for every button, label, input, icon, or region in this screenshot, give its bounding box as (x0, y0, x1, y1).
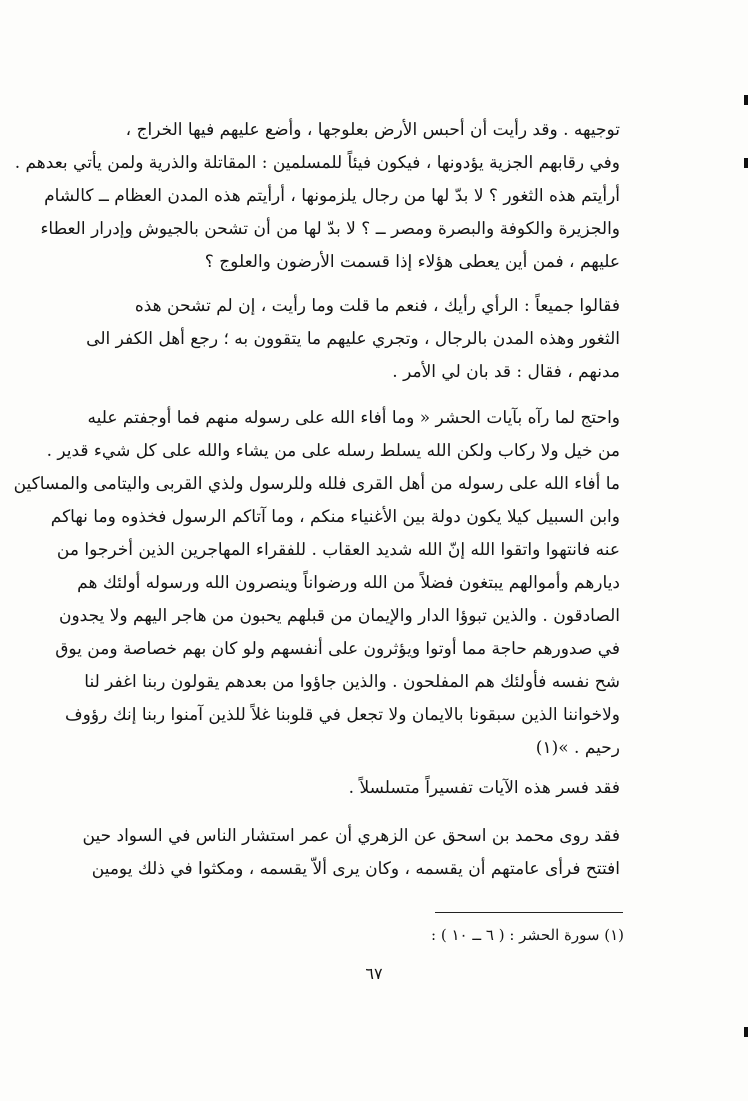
text-line: رحيم . »(١) (535, 738, 620, 758)
text-line: فقد روى محمد بن اسحق عن الزهري أن عمر استشار الناس في السواد حين (82, 826, 620, 846)
text-line: فقالوا جميعاً : الرأي رأيك ، فنعم ما قلت وما رأيت ، إن لم تشحن هذه (134, 296, 620, 316)
text-line: ديارهم وأموالهم يبتغون فضلاً من الله ورضواناً وينصرون الله ورسوله أولئك هم (77, 573, 620, 593)
text-line: مدنهم ، فقال : قد بان لي الأمر . (392, 362, 620, 382)
text-line: الصادقون . والذين تبوؤا الدار والإيمان من قبلهم يحبون من هاجر اليهم ولا يجدون (58, 606, 620, 626)
text-line: أرأيتم هذه الثغور ؟ لا بدّ لها من رجال يلزمونها ، أرأيتم هذه المدن العظام ــ كالشام (44, 186, 620, 206)
text-line: واحتج لما رآه بآيات الحشر « وما أفاء الله على رسوله منهم فما أوجفتم عليه (87, 408, 620, 428)
paragraph (82, 820, 620, 886)
text-line: ولاخواننا الذين سبقونا بالايمان ولا تجعل في قلوبنا غلاً للذين آمنوا ربنا إنك رؤوف (65, 705, 620, 725)
text-line: عليهم ، فمن أين يعطى هؤلاء إذا قسمت الأرضون والعلوج ؟ (204, 252, 620, 272)
text-line: الثغور وهذه المدن بالرجال ، وتجري عليهم ما يتقوون به ؛ رجع أهل الكفر الى (86, 329, 620, 349)
page-number: ٦٧ (365, 964, 383, 983)
text-line: شح نفسه فأولئك هم المفلحون . والذين جاؤوا من بعدهم يقولون ربنا اغفر لنا (84, 672, 620, 692)
text-line: عنه فانتهوا واتقوا الله إنّ الله شديد العقاب . للفقراء المهاجرين الذين أخرجوا من (56, 540, 620, 560)
text-line: افتتح فرأى عامتهم أن يقسمه ، وكان يرى ألاّ يقسمه ، ومكثوا في ذلك يومين (91, 859, 620, 879)
text-line: وفي رقابهم الجزية يؤدونها ، فيكون فيئاً للمسلمين : المقاتلة والذرية ولمن يأتي بعدهم . (14, 153, 620, 173)
binding-mark (744, 95, 748, 105)
binding-mark (744, 1027, 748, 1037)
text-line: من خيل ولا ركاب ولكن الله يسلط رسله على من يشاء والله على كل شيء قدير . (46, 441, 620, 461)
paragraph (14, 114, 620, 279)
paragraph (86, 290, 620, 389)
text-line: وابن السبيل كيلا يكون دولة بين الأغنياء منكم ، وما آتاكم الرسول فخذوه وما نهاكم (50, 507, 620, 527)
binding-mark (744, 158, 748, 168)
text-line: ما أفاء الله على رسوله من أهل القرى فلله وللرسول ولذي القربى واليتامى والمساكين (13, 474, 620, 494)
text-line: فقد فسر هذه الآيات تفسيراً متسلسلاً . (348, 778, 620, 798)
footnote: (١) سورة الحشر : ( ٦ ــ ١٠ ) : (431, 926, 624, 944)
quran-quotation-paragraph (13, 402, 620, 765)
footnote-divider (435, 912, 623, 913)
text-line: توجيهه . وقد رأيت أن أحبس الأرض بعلوجها ، وأضع عليهم فيها الخراج ، (125, 120, 620, 140)
paragraph (116, 772, 620, 805)
text-line: في صدورهم حاجة مما أوتوا ويؤثرون على أنفسهم ولو كان بهم خصاصة ومن يوق (55, 639, 620, 659)
text-line: والجزيرة والكوفة والبصرة ومصر ــ ؟ لا بدّ لها من أن تشحن بالجيوش وإدرار العطاء (40, 219, 620, 239)
